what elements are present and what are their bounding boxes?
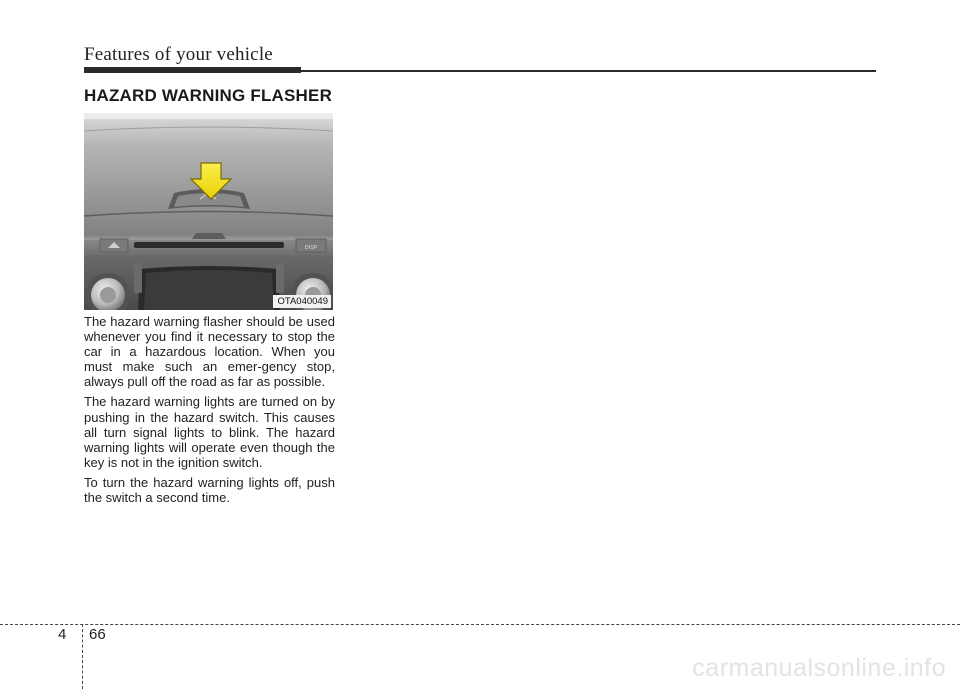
paragraph: The hazard warning lights are turned on by pushing in the hazard switch. This causes all turn signal lights to blink. The hazard warning lights will operate even though the key is not in the ignition switch. [84,394,335,470]
watermark: carmanualsonline.info [692,654,946,682]
section-title: HAZARD WARNING FLASHER [84,86,333,105]
chapter-number: 4 [58,626,67,643]
page-number: 66 [89,626,106,643]
cd-slot [134,242,284,248]
page-header-title: Features of your vehicle [84,44,273,65]
footer-divider [0,624,960,625]
dashboard-illustration [84,113,333,310]
header-bar [84,67,301,73]
figure-code: OTA040049 [273,295,331,308]
paragraph: To turn the hazard warning lights off, push the switch a second time. [84,474,335,506]
footer-vertical-divider [82,624,83,689]
disp-button-label: DISP [304,245,318,251]
header-rule [301,70,876,72]
hazard-switch-figure [84,113,333,310]
body-text [84,314,335,510]
paragraph: The hazard warning flasher should be used whenever you find it necessary to stop the car in a hazardous location. When you must make such an emer-gency stop, always pull off the road as far as possible. [84,314,335,390]
